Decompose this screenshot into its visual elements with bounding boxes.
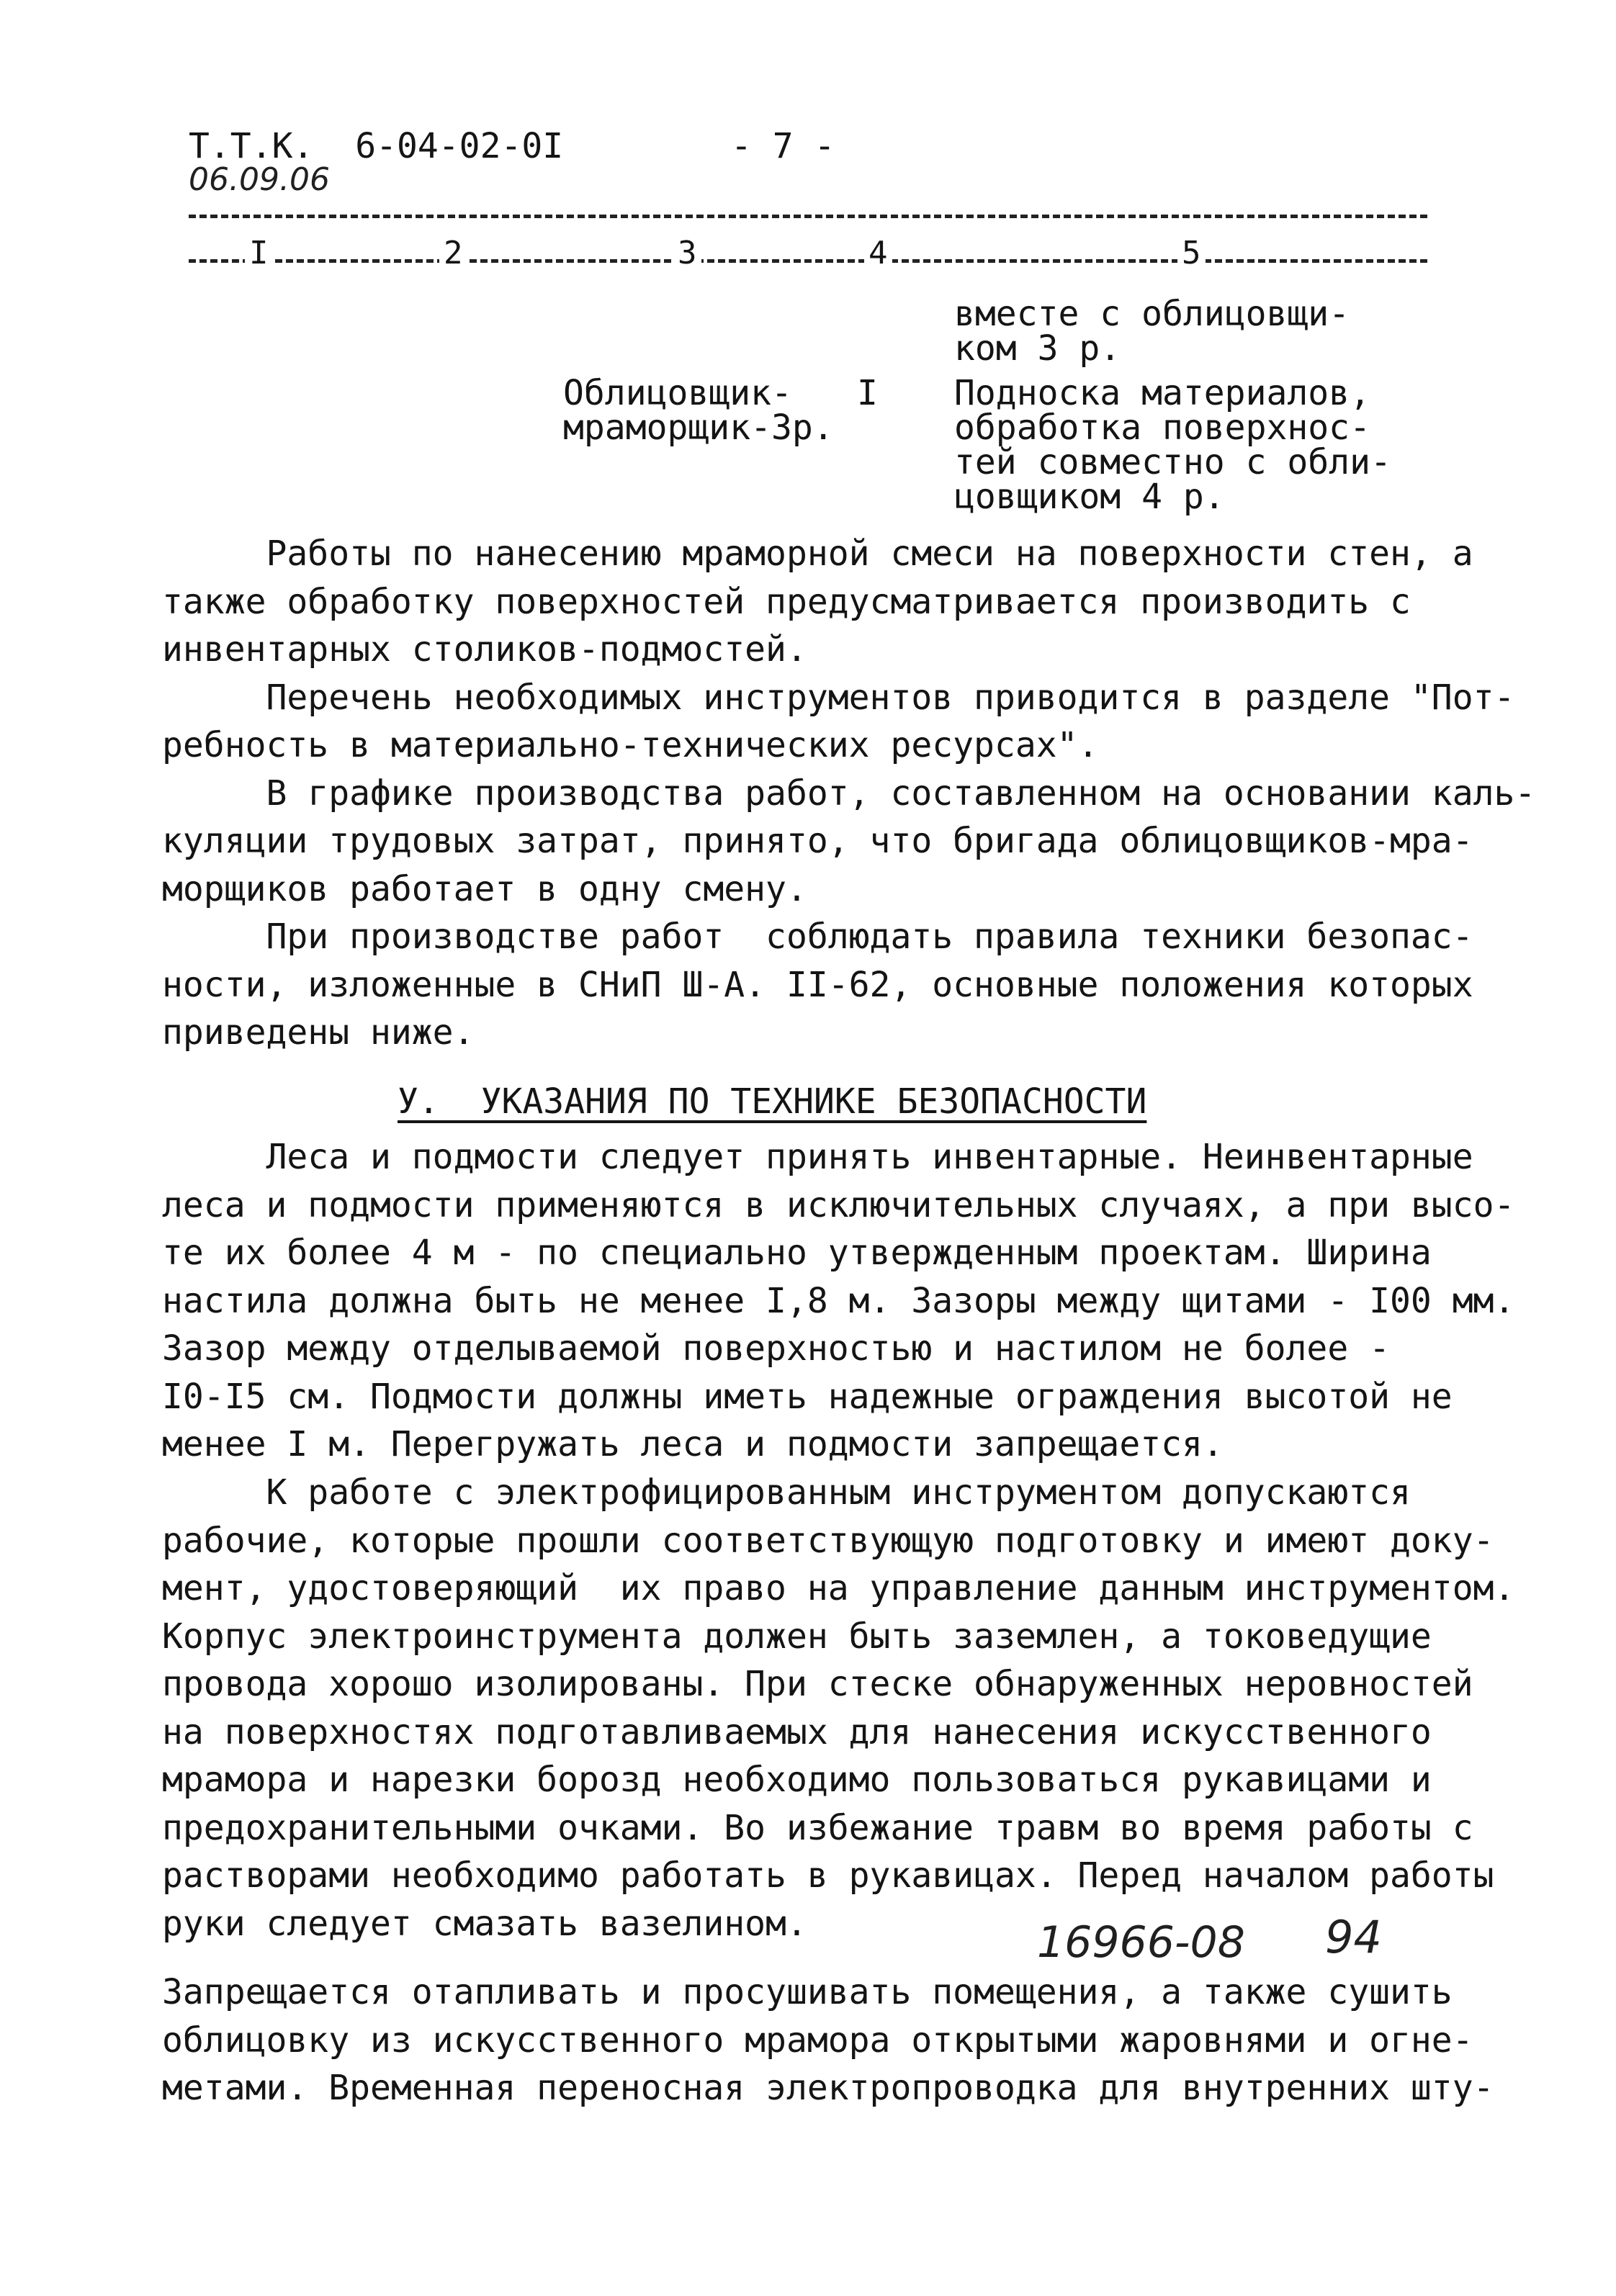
body-line: менее I м. Перегружать леса и подмости запрещается. xyxy=(162,1424,1224,1464)
column-number-3: 3 xyxy=(673,238,701,269)
body-line: провода хорошо изолированы. При стеске обнаруженных неровностей xyxy=(162,1664,1473,1704)
body-line: леса и подмости применяются в исключительных случаях, а при высо- xyxy=(162,1184,1515,1225)
duties-line: цовщиком 4 р. xyxy=(954,477,1225,517)
table-row-2-profession xyxy=(563,373,834,448)
body-line: также обработку поверхностей предусматривается производить с xyxy=(162,581,1411,622)
section-heading: У. УКАЗАНИЯ ПО ТЕХНИКЕ БЕЗОПАСНОСТИ xyxy=(398,1081,1147,1122)
body-line: К работе с электрофицированным инструментом допускаются xyxy=(162,1472,1411,1513)
body-line: Леса и подмости следует принять инвентарные. Неинвентарные xyxy=(162,1137,1473,1177)
page-number: - 7 - xyxy=(731,126,835,166)
table-row-2-duties xyxy=(954,373,1391,517)
profession-line: мраморщик-3р. xyxy=(563,408,834,448)
safety-paragraph-1 xyxy=(162,1133,1514,1469)
body-line: I0-I5 см. Подмости должны иметь надежные ограждения высотой не xyxy=(162,1376,1453,1417)
duties-line: вместе с облицовщи- xyxy=(954,294,1350,334)
safety-paragraph-2 xyxy=(162,1469,1514,1948)
body-line: Зазор между отделываемой поверхностью и настилом не более - xyxy=(162,1328,1391,1369)
body-line: В графике производства работ, составленном на основании каль- xyxy=(162,773,1536,814)
table-row-2-count xyxy=(857,373,878,413)
body-line: Работы по нанесению мраморной смеси на поверхности стен, а xyxy=(162,534,1473,574)
duties-line: Подноска материалов, xyxy=(954,373,1370,413)
body-line: те их более 4 м - по специально утвержденным проектам. Ширина xyxy=(162,1233,1432,1273)
body-line: инвентарных столиков-подмостей. xyxy=(162,629,807,670)
body-line: При производстве работ соблюдать правила техники безопас- xyxy=(162,917,1473,957)
column-number-5: 5 xyxy=(1177,238,1206,269)
body-line: приведены ниже. xyxy=(162,1012,475,1053)
worker-count: I xyxy=(857,373,878,413)
safety-paragraph-3 xyxy=(162,1968,1494,2112)
table-bottom-rule xyxy=(189,259,1427,263)
column-number-1: I xyxy=(245,238,273,269)
body-line: на поверхностях подготавливаемых для нанесения искусственного xyxy=(162,1711,1432,1752)
body-line: Запрещается отапливать и просушивать помещения, а также сушить xyxy=(162,1972,1453,2012)
doc-code: Т.Т.К. 6-04-02-0I xyxy=(189,126,564,166)
table-row-1-duties xyxy=(954,294,1350,369)
duties-line: тей совместно с обли- xyxy=(954,442,1391,482)
handwritten-date: 06.09.06 xyxy=(189,161,330,198)
intro-paragraphs xyxy=(162,530,1535,1057)
column-number-4: 4 xyxy=(864,238,892,269)
body-line: мрамора и нарезки борозд необходимо пользоваться рукавицами и xyxy=(162,1760,1432,1800)
handwritten-sheet-number: 94 xyxy=(1325,1911,1382,1963)
body-line: руки следует смазать вазелином. xyxy=(162,1903,807,1944)
body-line: растворами необходимо работать в рукавицах. Перед началом работы xyxy=(162,1855,1494,1896)
body-line: мент, удостоверяющий их право на управление данным инструментом. xyxy=(162,1568,1515,1608)
table-top-rule xyxy=(189,215,1427,218)
body-line: Корпус электроинструмента должен быть заземлен, а токоведущие xyxy=(162,1616,1432,1657)
body-line: куляции трудовых затрат, принято, что бригада облицовщиков-мра- xyxy=(162,821,1473,861)
column-number-2: 2 xyxy=(439,238,467,269)
body-line: рабочие, которые прошли соответствующую подготовку и имеют доку- xyxy=(162,1520,1494,1561)
body-line: настила должна быть не менее I,8 м. Зазоры между щитами - I00 мм. xyxy=(162,1280,1515,1321)
body-line: облицовку из искусственного мрамора открытыми жаровнями и огне- xyxy=(162,2020,1473,2061)
body-line: Перечень необходимых инструментов приводится в разделе "Пот- xyxy=(162,677,1515,718)
profession-line: Облицовщик- xyxy=(563,373,792,413)
body-line: метами. Временная переносная электропроводка для внутренних шту- xyxy=(162,2068,1494,2108)
body-line: ребность в материально-технических ресурсах". xyxy=(162,725,1099,765)
handwritten-registry-number: 16966-08 xyxy=(1037,1917,1245,1968)
body-line: ности, изложенные в СНиП Ш-А. II-62, основные положения которых xyxy=(162,964,1473,1005)
body-line: морщиков работает в одну смену. xyxy=(162,868,807,909)
duties-line: ком 3 р. xyxy=(954,328,1121,369)
duties-line: обработка поверхнос- xyxy=(954,408,1370,448)
body-line: предохранительными очками. Во избежание травм во время работы с xyxy=(162,1807,1473,1848)
